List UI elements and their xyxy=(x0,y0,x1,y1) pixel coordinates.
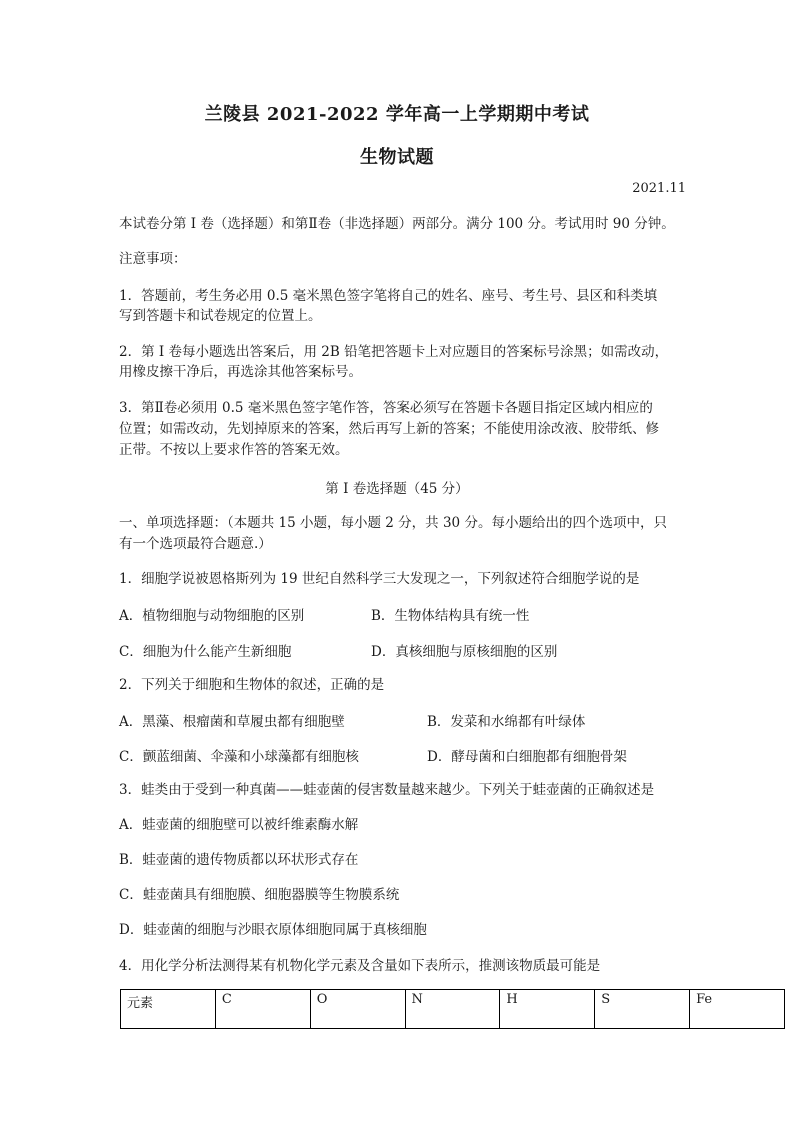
question-3-option-b: B．蛙壶菌的遗传物质都以环状形式存在 xyxy=(119,852,359,868)
question-1-option-d: D．真核细胞与原核细胞的区别 xyxy=(371,644,558,660)
note-1-line-1: 1．答题前，考生务必用 0.5 毫米黑色签字笔将自己的姓名、座号、考生号、县区和科类填 xyxy=(119,288,658,304)
question-1-option-b: B．生物体结构具有统一性 xyxy=(371,608,530,624)
note-3-line-2: 位置；如需改动，先划掉原来的答案，然后再写上新的答案；不能使用涂改液、胶带纸、修 xyxy=(119,421,659,437)
question-3-option-c: C．蛙壶菌具有细胞膜、细胞器膜等生物膜系统 xyxy=(119,887,400,903)
question-4-stem: 4．用化学分析法测得某有机物化学元素及含量如下表所示，推测该物质最可能是 xyxy=(119,958,601,974)
section-instructions-line-2: 有一个选项最符合题意.） xyxy=(119,536,272,552)
table-header-cell: O xyxy=(310,990,405,1029)
table-header-cell: S xyxy=(595,990,690,1029)
table-header-cell: H xyxy=(500,990,595,1029)
section-title: 第 I 卷选择题（45 分） xyxy=(325,481,469,497)
question-3-option-a: A．蛙壶菌的细胞壁可以被纤维素酶水解 xyxy=(119,817,359,833)
note-1-line-2: 写到答题卡和试卷规定的位置上。 xyxy=(119,308,322,324)
exam-title: 兰陵县 2021-2022 学年高一上学期期中考试 xyxy=(204,104,590,125)
question-2-option-d: D．酵母菌和白细胞都有细胞骨架 xyxy=(427,749,627,765)
question-2-stem: 2．下列关于细胞和生物体的叙述，正确的是 xyxy=(119,677,385,693)
exam-subject: 生物试题 xyxy=(360,147,434,168)
element-table xyxy=(120,989,785,1029)
table-row xyxy=(121,990,785,1029)
note-2-line-2: 用橡皮擦干净后，再选涂其他答案标号。 xyxy=(119,364,362,380)
note-3-line-3: 正带。不按以上要求作答的答案无效。 xyxy=(119,442,349,458)
question-1-option-c: C．细胞为什么能产生新细胞 xyxy=(119,644,292,660)
question-2-option-c: C．颤蓝细菌、伞藻和小球藻都有细胞核 xyxy=(119,749,359,765)
question-3-stem: 3．蛙类由于受到一种真菌——蛙壶菌的侵害数量越来越少。下列关于蛙壶菌的正确叙述是 xyxy=(119,782,655,798)
note-3-line-1: 3．第Ⅱ卷必须用 0.5 毫米黑色签字笔作答，答案必须写在答题卡各题目指定区域内相应的 xyxy=(119,400,653,416)
notes-heading: 注意事项： xyxy=(119,251,187,267)
note-2-line-1: 2．第 I 卷每小题选出答案后，用 2B 铅笔把答题卡上对应题目的答案标号涂黑；如需改动， xyxy=(119,344,669,360)
question-1-stem: 1．细胞学说被恩格斯列为 19 世纪自然科学三大发现之一，下列叙述符合细胞学说的是 xyxy=(119,571,640,587)
table-header-cell: N xyxy=(405,990,500,1029)
exam-date: 2021.11 xyxy=(632,181,686,196)
question-2-option-b: B．发菜和水绵都有叶绿体 xyxy=(427,714,586,730)
table-header-cell: 元素 xyxy=(121,990,216,1029)
intro-text: 本试卷分第 I 卷（选择题）和第Ⅱ卷（非选择题）两部分。满分 100 分。考试用时 90 分钟。 xyxy=(119,216,675,232)
table-header-cell: Fe xyxy=(690,990,785,1029)
question-1-option-a: A．植物细胞与动物细胞的区别 xyxy=(119,608,305,624)
section-instructions-line-1: 一、单项选择题：（本题共 15 小题，每小题 2 分，共 30 分。每小题给出的四个选项中，只 xyxy=(119,515,667,531)
question-3-option-d: D．蛙壶菌的细胞与沙眼衣原体细胞同属于真核细胞 xyxy=(119,922,427,938)
question-2-option-a: A．黑藻、根瘤菌和草履虫都有细胞壁 xyxy=(119,714,345,730)
table-header-cell: C xyxy=(215,990,310,1029)
